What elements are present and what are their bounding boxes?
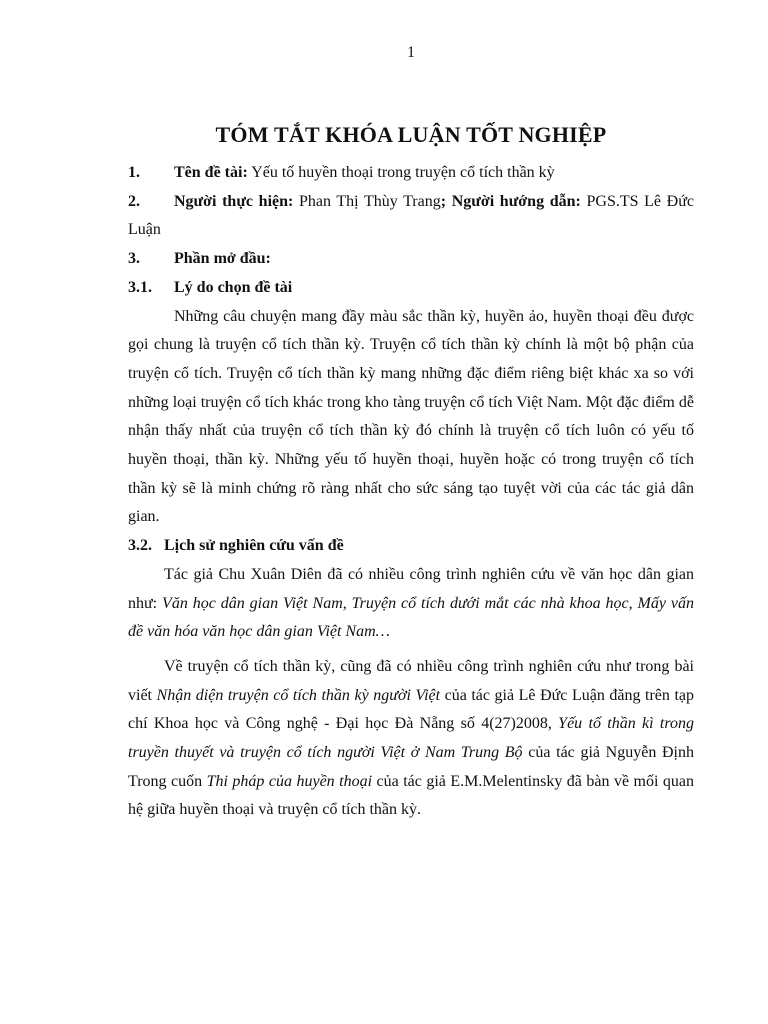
item-label-supervisor: Người hướng dẫn: [451,192,581,210]
paragraph-text: Về truyện cổ tích thần kỳ, cũng đã có nhiều công trình nghiên cứu như trong bài viết [128,657,694,704]
item-number: 2. [128,192,140,210]
paragraph-text: Tác giả Chu Xuân Diên đã có nhiều công trình nghiên cứu về văn học dân gian như: [128,565,694,612]
section-title: Lịch sử nghiên cứu vấn đề [164,537,344,555]
paragraph-text: của tác giả Nguyễn Định Trong cuốn [128,744,695,790]
section-3-2-paragraph-2 [128,653,694,825]
section-3-2-paragraph-1 [128,561,694,647]
paragraph-italic-titles: Văn học dân gian Việt Nam, Truyện cổ tích dưới mắt các nhà khoa học, Mấy vấn đề văn hóa văn học dân gian Việt Nam… [128,594,695,641]
document-title: TÓM TẮT KHÓA LUẬN TỐT NGHIỆP [215,122,607,147]
paragraph-text: của tác giả E.M.Melentinsky đã bàn về mối quan hệ giữa huyền thoại và truyện cổ tích thần kỳ. [128,772,695,819]
item-value: Yếu tố huyền thoại trong truyện cổ tích thần kỳ [247,164,555,181]
section-number: 3.2. [128,537,152,555]
paragraph-italic-title: Yếu tố thần kì trong truyền thuyết và truyện cổ tích người Việt ở Nam Trung Bộ [128,715,694,762]
section-heading-3-2 [128,532,694,561]
item-label: Tên đề tài: [174,164,248,181]
section-heading-3-1 [128,274,694,303]
item-separator: ; [440,192,452,210]
section-title: Lý do chọn đề tài [174,278,293,296]
item-authors [128,188,694,245]
document-body [128,159,694,825]
item-number: 1. [128,164,140,181]
item-value-supervisor: PGS.TS Lê Đức Luận [128,192,695,239]
paragraph-italic-title: Thi pháp của huyền thoại [206,772,373,790]
item-introduction [128,245,694,274]
paragraph-italic-title: Nhận diện truyện cổ tích thần kỳ người Việt [156,686,441,704]
item-value: Phan Thị Thùy Trang [293,192,441,210]
item-label: Phần mở đầu: [174,250,271,268]
section-number: 3.1. [128,278,152,296]
section-3-1-paragraph: Những câu chuyện mang đầy màu sắc thần kỳ, huyền ảo, huyền thoại đều được gọi chung là truyện cổ tích thần kỳ. Truyện cổ tích thần kỳ chính là một bộ phận của truyện cổ tích. Truyện cổ tích thần kỳ mang những đặc điểm riêng biệt khác xa so với những loại truyện cổ tích khác trong kho tàng truyện cổ tích Việt Nam. Một đặc điểm dễ nhận thấy nhất của truyện cổ tích thần kỳ đó chính là truyện cổ tích luôn có yếu tố huyền thoại, thần kỳ. Những yếu tố huyền thoại, huyền hoặc có trong truyện cổ tích thần kỳ sẽ là minh chứng rõ ràng nhất cho sức sáng tạo tuyệt vời của các tác giả dân gian. [128,307,694,526]
item-number: 3. [128,250,140,268]
item-topic [128,159,694,188]
item-label: Người thực hiện: [174,192,294,210]
page-number: 1 [407,44,415,61]
paragraph-text: của tác giả Lê Đức Luận đăng trên tạp chí Khoa học và Công nghệ - Đại học Đà Nẵng số 4(27)2008, [128,686,695,733]
